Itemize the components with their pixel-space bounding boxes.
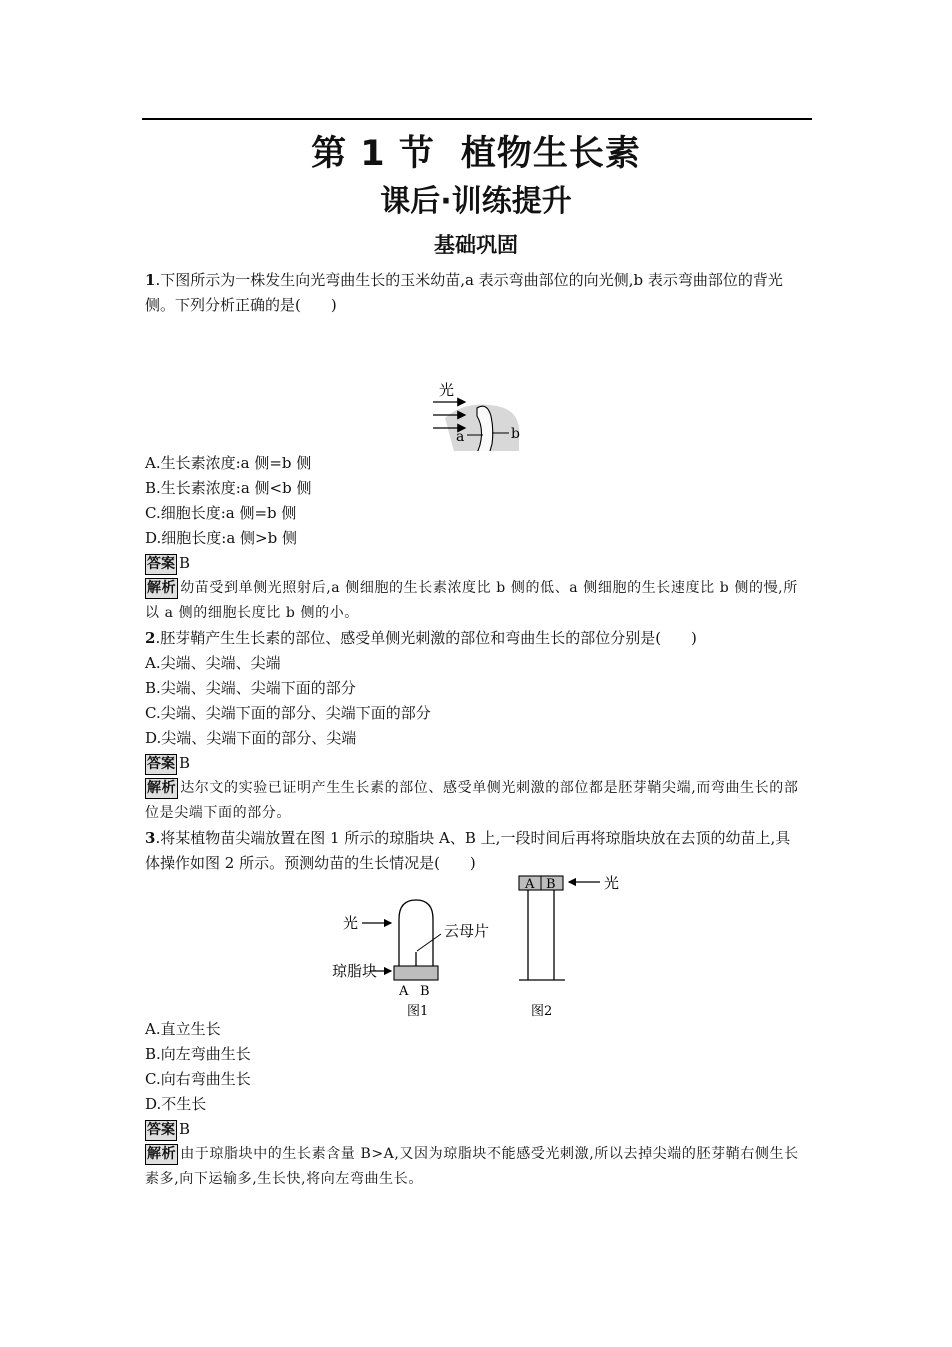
agar-block-fig1 bbox=[394, 966, 438, 980]
answer-tag: 答案 bbox=[145, 754, 177, 775]
option-d: D.尖端、尖端下面的部分、尖端 bbox=[145, 729, 357, 747]
label-B-fig1: B bbox=[420, 984, 430, 999]
explanation-tag: 解析 bbox=[145, 1144, 178, 1165]
explanation-text: 幼苗受到单侧光照射后,a 侧细胞的生长素浓度比 b 侧的低、a 侧细胞的生长速度比 b 侧的慢,所以 a 侧的细胞长度比 b 侧的小。 bbox=[145, 580, 798, 621]
section-title bbox=[0, 126, 952, 176]
question-1 bbox=[145, 268, 805, 626]
question-stem: 3.将某植物苗尖端放置在图 1 所示的琼脂块 A、B 上,一段时间后再将琼脂块放在去顶的幼苗上,具体操作如图 2 所示。预测幼苗的生长情况是( ) bbox=[145, 829, 791, 872]
explanation-tag: 解析 bbox=[145, 578, 178, 599]
answer-line bbox=[145, 1117, 805, 1142]
answer-value: B bbox=[179, 754, 191, 772]
option-d: D.细胞长度:a 侧>b 侧 bbox=[145, 529, 297, 547]
label-b: b bbox=[511, 426, 520, 442]
explanation-tag: 解析 bbox=[145, 778, 178, 799]
page-subtitle: 课后·训练提升 bbox=[380, 184, 572, 219]
option-a: A.生长素浓度:a 侧=b 侧 bbox=[145, 454, 312, 472]
label-A-fig1: A bbox=[399, 984, 409, 999]
question-3 bbox=[145, 826, 805, 1192]
answer-tag: 答案 bbox=[145, 1120, 177, 1141]
part-heading: 基础巩固 bbox=[434, 233, 518, 257]
fig1-caption: 图1 bbox=[407, 1004, 429, 1017]
option-a: A.直立生长 bbox=[145, 1020, 221, 1038]
seedling-diagram bbox=[145, 318, 805, 451]
option-b: B.生长素浓度:a 侧<b 侧 bbox=[145, 479, 312, 497]
top-rule bbox=[142, 118, 812, 120]
label-A-fig2: A bbox=[525, 877, 535, 892]
light-label-fig1: 光 bbox=[343, 914, 359, 932]
explanation-line bbox=[145, 776, 805, 826]
answer-value: B bbox=[179, 554, 191, 572]
explanation-line bbox=[145, 1142, 805, 1192]
answer-tag: 答案 bbox=[145, 554, 177, 575]
seedling-figure bbox=[145, 318, 805, 451]
section-name: 植物生长素 bbox=[460, 134, 641, 174]
question-2 bbox=[145, 626, 805, 826]
question-stem: 1.下图所示为一株发生向光弯曲生长的玉米幼苗,a 表示弯曲部位的向光侧,b 表示弯曲部位的背光侧。下列分析正确的是( ) bbox=[145, 271, 783, 314]
label-a: a bbox=[456, 429, 465, 445]
option-c: C.细胞长度:a 侧=b 侧 bbox=[145, 504, 297, 522]
mica-label: 云母片 bbox=[444, 922, 490, 940]
answer-value: B bbox=[179, 1120, 191, 1138]
option-c: C.尖端、尖端下面的部分、尖端下面的部分 bbox=[145, 704, 431, 722]
explanation-line bbox=[145, 576, 805, 626]
label-B-fig2: B bbox=[546, 877, 556, 892]
option-a: A.尖端、尖端、尖端 bbox=[145, 654, 281, 672]
light-label: 光 bbox=[439, 381, 455, 399]
option-d: D.不生长 bbox=[145, 1095, 207, 1113]
fig2-caption: 图2 bbox=[531, 1004, 553, 1017]
light-label-fig2: 光 bbox=[604, 874, 620, 892]
question-list bbox=[145, 268, 805, 1192]
agar-label: 琼脂块 bbox=[332, 962, 378, 980]
answer-line bbox=[145, 751, 805, 776]
option-b: B.向左弯曲生长 bbox=[145, 1045, 251, 1063]
agar-diagram bbox=[145, 872, 805, 1017]
agar-figure bbox=[145, 872, 805, 1017]
option-c: C.向右弯曲生长 bbox=[145, 1070, 251, 1088]
answer-line bbox=[145, 551, 805, 576]
question-stem: 2.胚芽鞘产生生长素的部位、感受单侧光刺激的部位和弯曲生长的部位分别是( ) bbox=[145, 629, 697, 647]
explanation-text: 达尔文的实验已证明产生生长素的部位、感受单侧光刺激的部位都是胚芽鞘尖端,而弯曲生长的部位是尖端下面的部分。 bbox=[145, 780, 799, 821]
section-number: 第 1 节 bbox=[311, 134, 435, 174]
explanation-text: 由于琼脂块中的生长素含量 B>A,又因为琼脂块不能感受光刺激,所以去掉尖端的胚芽鞘右侧生长素多,向下运输多,生长快,将向左弯曲生长。 bbox=[145, 1146, 799, 1187]
option-b: B.尖端、尖端、尖端下面的部分 bbox=[145, 679, 356, 697]
